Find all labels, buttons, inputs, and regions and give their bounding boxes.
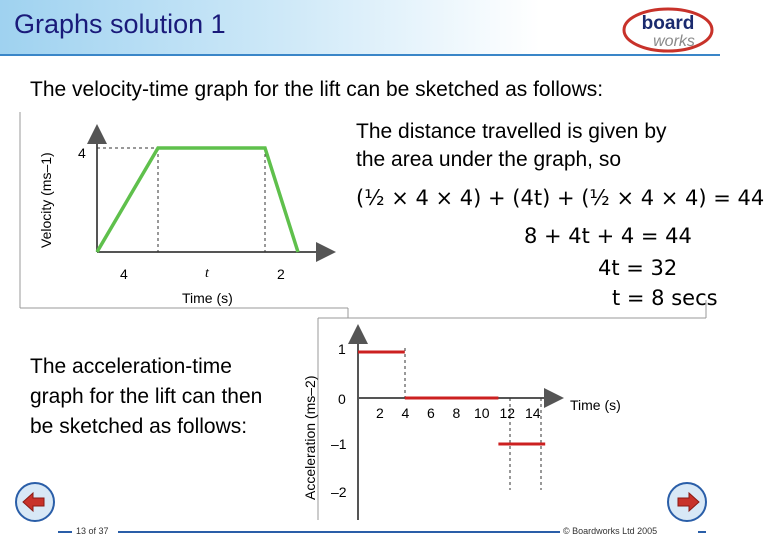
acceleration-x-tick: 2 — [376, 405, 384, 421]
equation-4: t = 8 secs — [612, 286, 718, 310]
acceleration-x-tick: 14 — [525, 405, 541, 421]
velocity-x-tick-t: t — [205, 266, 209, 281]
equation-3: 4t = 32 — [598, 256, 678, 280]
acceleration-y-tick-0: 0 — [338, 391, 346, 407]
acceleration-text: The acceleration-time graph for the lift can then be sketched as follows: — [30, 355, 263, 438]
acceleration-y-label: Acceleration (ms–2) — [302, 375, 318, 500]
logo-top-text: board — [641, 13, 695, 34]
equation-1: (½ × 4 × 4) + (4t) + (½ × 4 × 4) = 44 — [356, 186, 764, 210]
velocity-x-tick-2: 2 — [277, 266, 285, 282]
copyright: © Boardworks Ltd 2005 — [563, 526, 658, 536]
acceleration-x-tick: 8 — [452, 405, 461, 421]
next-slide-button[interactable] — [666, 481, 708, 523]
acceleration-y-tick-1: 1 — [338, 341, 346, 357]
acceleration-x-tick: 4 — [401, 405, 410, 421]
velocity-x-label: Time (s) — [182, 290, 233, 306]
distance-text: The distance travelled is given by the area under the graph, so — [356, 120, 667, 171]
intro-text: The velocity-time graph for the lift can be sketched as follows: — [30, 78, 604, 101]
velocity-y-tick-4: 4 — [78, 145, 86, 161]
previous-slide-button[interactable] — [14, 481, 56, 523]
velocity-y-label: Velocity (ms–1) — [38, 152, 54, 248]
equation-2: 8 + 4t + 4 = 44 — [524, 224, 692, 248]
page-number: 13 of 37 — [76, 526, 109, 536]
acceleration-y-tick-minus1: –1 — [331, 436, 347, 452]
acceleration-x-tick: 10 — [474, 405, 490, 421]
acceleration-y-tick-minus2: –2 — [331, 484, 347, 500]
velocity-series-line — [97, 148, 298, 252]
acceleration-x-tick: 6 — [427, 405, 435, 421]
page-title: Graphs solution 1 — [14, 9, 226, 39]
acceleration-x-tick: 12 — [499, 405, 516, 421]
logo-bottom-text: works — [653, 33, 695, 50]
velocity-x-tick-4: 4 — [120, 266, 128, 282]
acceleration-x-label: Time (s) — [570, 397, 621, 413]
